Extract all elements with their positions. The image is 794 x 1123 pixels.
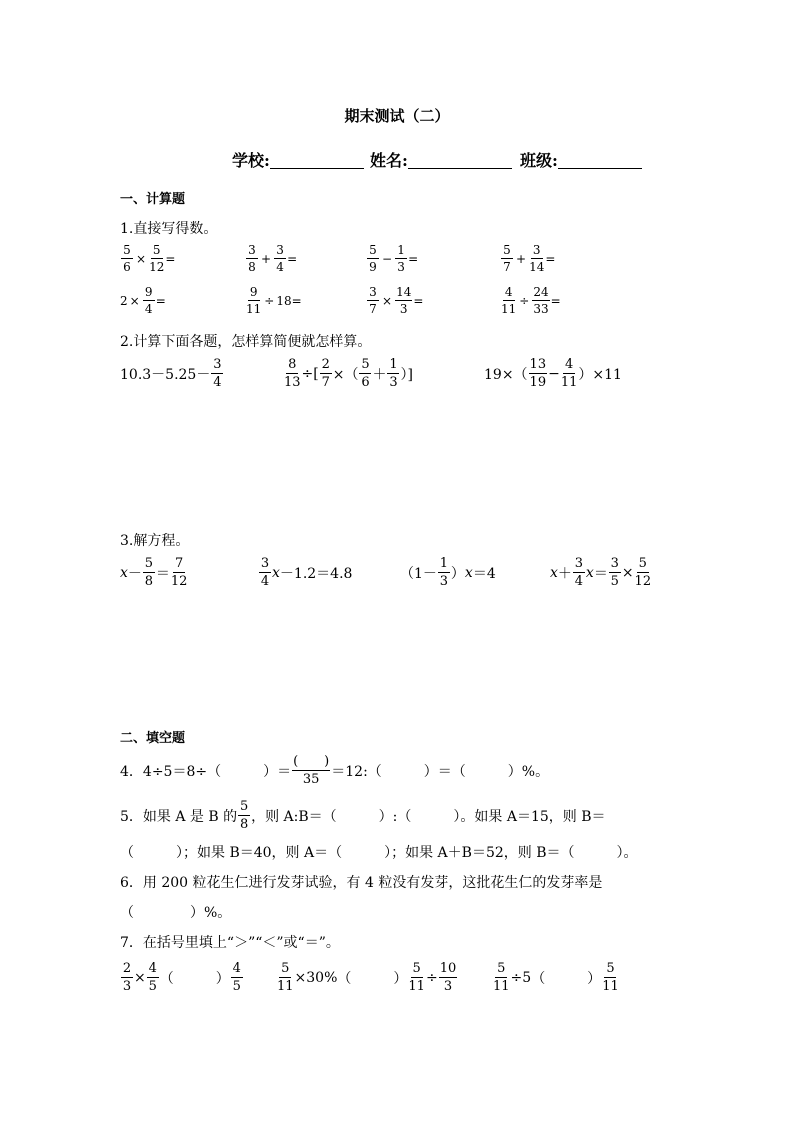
- class-field: [520, 148, 642, 171]
- fraction: ( ) 35: [293, 754, 330, 787]
- q1-expr-7: $\frac{3}{7}$ × $\frac{14}{3}$ =: [366, 286, 423, 315]
- fraction: $\frac{14}{3}$: [396, 285, 412, 316]
- name-field: [370, 148, 512, 171]
- fraction: $\frac{9}{11}$: [246, 285, 262, 316]
- q2-expr-3: 19×（ 13 19 − $\frac{4}{11}$ ）×11: [484, 357, 622, 390]
- q1-expr-1: $\frac{5}{6}$ × $\frac{5}{12}$ =: [120, 244, 175, 273]
- answer-blank[interactable]: （ ）: [531, 970, 602, 987]
- q1-expr-5: 2 × $\frac{9}{4}$ =: [120, 285, 166, 316]
- q3-expr-2: 3 4 x －1.2＝4.8: [260, 556, 353, 589]
- fraction: $\frac{8}{13}$: [284, 357, 301, 390]
- answer-blank[interactable]: （ ）: [159, 970, 230, 987]
- fraction: $\frac{1}{3}$: [395, 244, 407, 273]
- school-label: 学校:: [232, 151, 270, 170]
- fraction: $\frac{4}{11}$: [560, 357, 578, 390]
- section-2-heading: 二、填空题: [120, 731, 186, 746]
- q7-compare-2: $\frac{5}{11}$ ×30% （ ） $\frac{5}{11}$ ÷ $\frac{10}{3}$: [277, 961, 457, 994]
- q5-line-1: 5．如果 A 是 B 的 5 8 ，则 A:B＝（ ）:（ ）。如果 A＝15，则 B＝: [120, 799, 606, 832]
- q2-label: 2.计算下面各题，怎样算简便就怎样算。: [120, 334, 372, 350]
- fraction: 3 8: [246, 244, 258, 273]
- q1-expr-6: $\frac{9}{11}$ ÷ 18 =: [246, 285, 302, 316]
- q3-expr-3: （1－ 1 3 ） x ＝4: [400, 556, 496, 589]
- q2-expr-2: $\frac{8}{13}$ ÷[ $\frac{2}{7}$ ×（ 5 6 ＋ 1 3 ）]: [284, 357, 413, 390]
- q3-expr-4: x ＋ 3 4 x ＝ $\frac{3}{5}$ × $\frac{5}{12}$: [550, 556, 652, 589]
- fraction: 13 19: [529, 357, 547, 390]
- fraction: $\frac{5}{11}$: [408, 961, 425, 994]
- q7-label: 7．在括号里填上“＞”“＜”或“＝”。: [120, 935, 340, 951]
- fraction: $\frac{3}{7}$: [367, 286, 379, 315]
- fraction: $\frac{4}{5}$: [148, 961, 157, 994]
- fraction: 5 8: [144, 556, 154, 589]
- fraction: $\frac{4}{11}$: [501, 285, 517, 316]
- fraction: 3 4: [574, 556, 584, 589]
- fraction: 5 11: [602, 961, 619, 994]
- class-blank[interactable]: [558, 152, 642, 169]
- fraction: 5 7: [501, 244, 513, 273]
- fraction: $\frac{5}{12}$: [634, 556, 652, 589]
- fraction: $\frac{5}{11}$: [493, 961, 510, 994]
- q3-label: 3.解方程。: [120, 533, 190, 549]
- page-title: 期末测试（二）: [344, 107, 450, 125]
- fraction: $\frac{2}{3}$: [122, 961, 132, 994]
- fraction: $\frac{24}{33}$: [533, 285, 549, 316]
- q3-expr-1: x － 5 8 ＝ 7 12: [120, 556, 188, 589]
- fraction: $\frac{2}{7}$: [321, 357, 330, 390]
- class-label: 班级:: [520, 151, 558, 170]
- fraction: 5 6: [361, 357, 370, 390]
- answer-blank[interactable]: （ ）: [337, 970, 408, 987]
- q7-compare-1: $\frac{2}{3}$ × $\frac{4}{5}$ （ ） 4 5: [122, 961, 241, 994]
- q7-compare-3: $\frac{5}{11}$ ÷5 （ ） 5 11: [493, 961, 619, 994]
- q1-expr-4: 5 7 + $\frac{3}{14}$ =: [500, 244, 555, 273]
- fraction: 4 5: [232, 961, 241, 994]
- q4: 4．4÷5＝8÷（ ）＝ ( ) 35 ＝12:（ ）＝（ ）%。: [120, 754, 550, 787]
- fraction: $\frac{3}{4}$: [274, 244, 286, 273]
- fraction: 1 3: [439, 556, 449, 589]
- q1-label: 1.直接写得数。: [120, 221, 218, 237]
- q5-line-2: （ ）；如果 B＝40，则 A＝（ ）；如果 A＋B＝52，则 B＝（ ）。: [120, 845, 638, 861]
- school-blank[interactable]: [270, 152, 364, 169]
- fraction: 5 9: [367, 244, 379, 273]
- fraction: $\frac{10}{3}$: [439, 961, 457, 994]
- fraction: $\frac{5}{12}$: [149, 243, 165, 274]
- fraction: 3 4: [213, 357, 222, 390]
- fraction: $\frac{3}{14}$: [529, 243, 545, 274]
- fraction: $\frac{5}{11}$: [277, 961, 294, 994]
- q6-line-1: 6．用 200 粒花生仁进行发芽试验，有 4 粒没有发芽，这批花生仁的发芽率是: [120, 875, 603, 891]
- q1-expr-8: $\frac{4}{11}$ ÷ $\frac{24}{33}$ =: [501, 285, 561, 316]
- q2-expr-1: 10.3－5.25－ 3 4: [120, 357, 222, 390]
- fraction: 1 3: [389, 357, 398, 390]
- fraction: 5 8: [239, 799, 249, 832]
- fraction: $\frac{5}{6}$: [121, 244, 133, 273]
- name-blank[interactable]: [408, 152, 512, 169]
- fraction: $\frac{9}{4}$: [143, 286, 155, 315]
- fraction: 7 12: [170, 556, 188, 589]
- q6-line-2: （ ）%。: [120, 905, 232, 921]
- q1-expr-3: 5 9 − $\frac{1}{3}$ =: [366, 244, 418, 273]
- q1-expr-2: 3 8 + $\frac{3}{4}$ =: [245, 244, 297, 273]
- section-1-heading: 一、计算题: [120, 192, 186, 207]
- school-field: [232, 148, 364, 171]
- name-label: 姓名:: [370, 151, 408, 170]
- fraction: $\frac{3}{5}$: [610, 556, 619, 589]
- fraction: 3 4: [260, 556, 270, 589]
